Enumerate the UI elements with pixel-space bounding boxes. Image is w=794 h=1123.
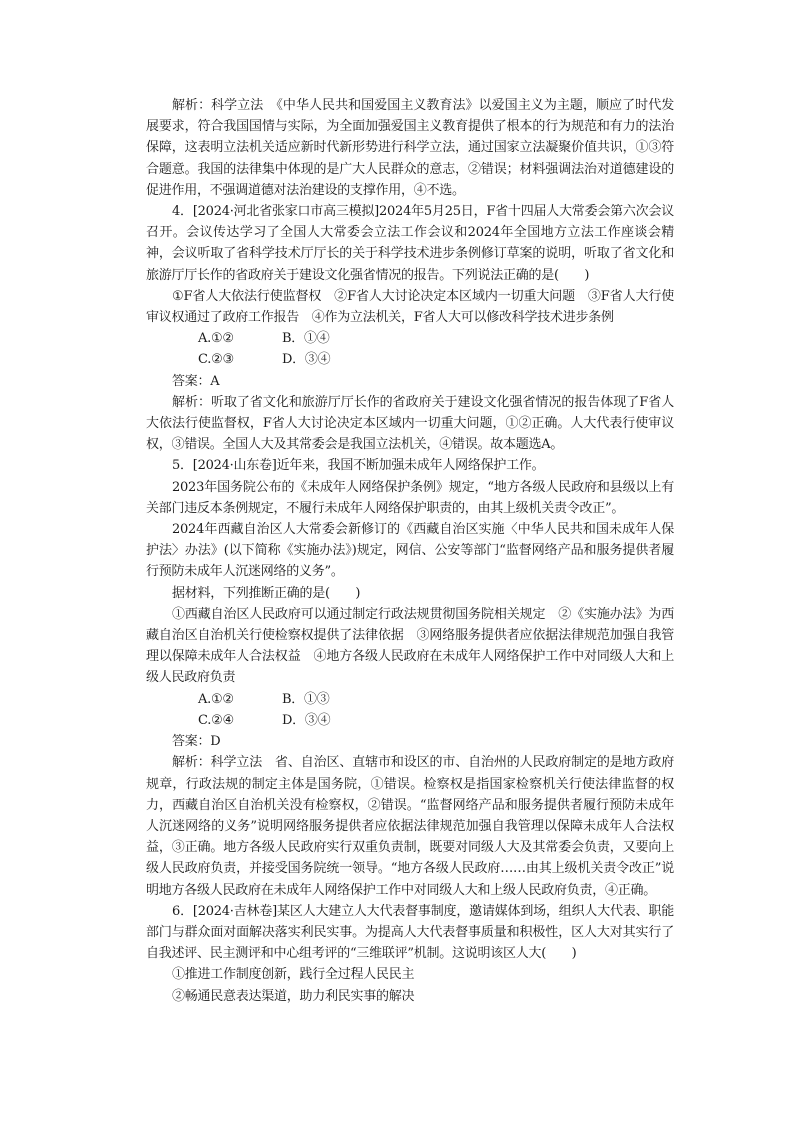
q4-option-a: A.①② [198, 331, 234, 347]
q4-option-d: D．③④ [282, 352, 331, 368]
q5-option-b: B．①③ [282, 691, 330, 707]
q6-statement-1: ①推进工作制度创新，践行全过程人民民主 [172, 967, 415, 983]
q6-statement-2: ②畅通民意表达渠道，助力利民实事的解决 [172, 988, 415, 1004]
q5-answer: 答案：D [172, 734, 221, 750]
q4-option-b: B．①④ [282, 331, 330, 347]
q3-analysis: 解析：科学立法 《中华人民共和国爱国主义教育法》以爱国主义为主题，顺应了时代发展要求，符合我国国情与实际，为全面加强爱国主义教育提供了根本的行为规范和有力的法治保障，这表明立法机关适应新时代新形势进行科学立法，通过国家立法凝聚价值共识，①③符合题意。我国的法律集中体现的是广大人民群众的意志，②错误；材料强调法治对道德建设的促进作用，不强调道德对法治建设的支撑作用，④不选。 [146, 98, 674, 198]
q5-option-a: A.①② [198, 691, 234, 707]
document-page [146, 95, 674, 1007]
q4-statements: ①F省人大依法行使监督权 ②F省人大讨论决定本区域内一切重大问题 ③F省人大行使审议权通过了政府工作报告 ④作为立法机关，F省人大可以修改科学技术进步条例 [146, 288, 674, 326]
q4-analysis: 解析：听取了省文化和旅游厅厅长作的省政府关于建设文化强省情况的报告体现了F省人大依法行使监督权，F省人大讨论决定本区域内一切重大问题，①②正确。人大代表行使审议权，③错误。全国人大及其常委会是我国立法机关，④错误。故本题选A。 [146, 394, 674, 453]
q4-options-row-1 [146, 328, 674, 349]
q4-answer: 答案：A [172, 373, 220, 389]
q5-option-c: C.②④ [198, 712, 234, 728]
q5-option-d: D．③④ [282, 712, 331, 728]
q4-option-c: C.②③ [198, 352, 234, 368]
q5-options-row-2 [146, 710, 674, 731]
q4-stem: 4．[2024·河北省张家口市高三模拟]2024年5月25日，F省十四届人大常委会第六次会议召开。会议传达学习了全国人大常委会立法工作会议和2024年全国地方立法工作座谈会精神，会议听取了省科学技术厅厅长的关于科学技术进步条例修订草案的说明，听取了省文化和旅游厅厅长作的省政府关于建设文化强省情况的报告。下列说法正确的是( ) [146, 204, 674, 283]
q5-options-row-1 [146, 689, 674, 710]
q5-material-1: 2023年国务院公布的《未成年人网络保护条例》规定，“地方各级人民政府和县级以上有关部门违反本条例规定，不履行未成年人网络保护职责的，由其上级机关责令改正”。 [146, 479, 674, 516]
q6-stem: 6．[2024·吉林卷]某区人大建立人大代表督事制度，邀请媒体到场，组织人大代表、职能部门与群众面对面解决落实利民实事。为提高人大代表督事质量和积极性，区人大对其实行了自我述评、民主测评和中心组考评的“三维联评”机制。这说明该区人大( ) [146, 903, 674, 962]
q5-stem: 5．[2024·山东卷]近年来，我国不断加强未成年人网络保护工作。 [172, 458, 545, 474]
q5-material-2: 2024年西藏自治区人大常委会新修订的《西藏自治区实施〈中华人民共和国未成年人保护法〉办法》(以下简称《实施办法》)规定，网信、公安等部门“监督网络产品和服务提供者履行预防未成年人沉迷网络的义务”。 [146, 522, 674, 580]
q5-statements: ①西藏自治区人民政府可以通过制定行政法规贯彻国务院相关规定 ②《实施办法》为西藏自治区自治机关行使检察权提供了法律依据 ③网络服务提供者应依据法律规范加强自我管理以保障未成年人合法权益 ④地方各级人民政府在未成年人网络保护工作中对同级人大和上级人民政府负责 [146, 606, 674, 686]
q4-options-row-2 [146, 349, 674, 370]
q5-analysis: 解析：科学立法 省、自治区、直辖市和设区的市、自治州的人民政府制定的是地方政府规章，行政法规的制定主体是国务院，①错误。检察权是指国家检察机关行使法律监督的权力，西藏自治区自治机关没有检察权，②错误。“监督网络产品和服务提供者履行预防未成年人沉迷网络的义务”说明网络服务提供者应依据法律规范加强自我管理以保障未成年人合法权益，③正确。地方各级人民政府实行双重负责制，既要对同级人大及其常委会负责，又要向上级人民政府负责，并接受国务院统一领导。“地方各级人民政府……由其上级机关责令改正”说明地方各级人民政府在未成年人网络保护工作中对同级人大和上级人民政府负责，④正确。 [146, 755, 674, 898]
q5-question: 据材料，下列推断正确的是( ) [172, 585, 361, 601]
